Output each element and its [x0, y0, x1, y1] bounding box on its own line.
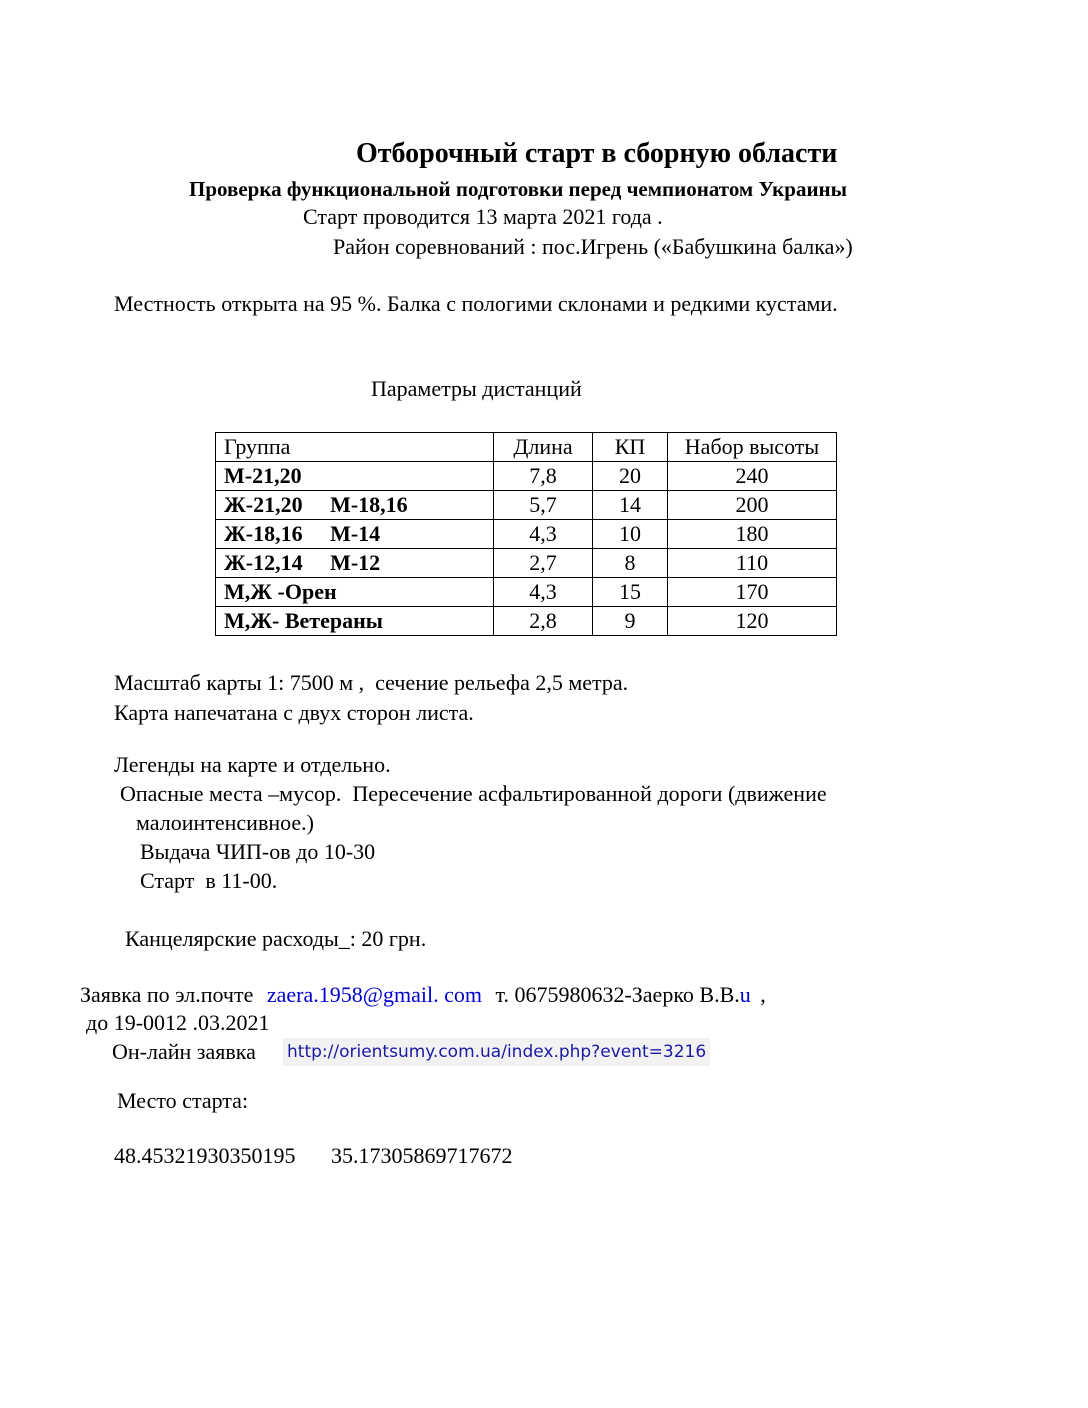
- application-deadline: до 19-0012 .03.2021: [86, 1010, 270, 1035]
- cp-cell: 15: [593, 578, 668, 607]
- length-cell: 4,3: [494, 578, 593, 607]
- group-cell: Ж-12,14 М-12: [216, 549, 494, 578]
- cp-cell: 10: [593, 520, 668, 549]
- climb-cell: 170: [668, 578, 837, 607]
- table-row: [216, 578, 837, 607]
- cp-cell: 14: [593, 491, 668, 520]
- legends-note: Легенды на карте и отдельно.: [114, 752, 391, 777]
- map-scale: Масштаб карты 1: 7500 м , сечение рельефа 2,5 метра.: [114, 670, 629, 695]
- length-cell: 2,8: [494, 607, 593, 636]
- online-application-link[interactable]: http://orientsumy.com.ua/index.php?event=3216: [283, 1038, 710, 1066]
- column-header-cp: КП: [593, 433, 668, 462]
- terrain-description: Местность открыта на 95 %. Балка с пологими склонами и редкими кустами.: [114, 291, 838, 316]
- table-row: [216, 607, 837, 636]
- column-header-group: Группа: [216, 433, 494, 462]
- length-cell: 7,8: [494, 462, 593, 491]
- climb-cell: 120: [668, 607, 837, 636]
- length-cell: 4,3: [494, 520, 593, 549]
- cp-cell: 20: [593, 462, 668, 491]
- fee-underscore: _: [338, 926, 350, 951]
- email-prefix: Заявка по эл.почте: [80, 982, 254, 1007]
- climb-cell: 110: [668, 549, 837, 578]
- table-row: [216, 549, 837, 578]
- climb-cell: 200: [668, 491, 837, 520]
- group-cell: Ж-18,16 М-14: [216, 520, 494, 549]
- fee-label: Канцелярские расходы: [125, 926, 339, 951]
- phone-contact: т. 0675980632-Заерко В.В.: [495, 982, 740, 1007]
- phone-suffix: u: [739, 982, 751, 1007]
- page-title: Отборочный старт в сборную области: [356, 138, 838, 169]
- length-cell: 2,7: [494, 549, 593, 578]
- table-header-row: [216, 433, 837, 462]
- group-cell: М,Ж -Орен: [216, 578, 494, 607]
- group-cell: М-21,20: [216, 462, 494, 491]
- dangers-note-line2: малоинтенсивное.): [136, 810, 314, 835]
- start-place-label: Место старта:: [117, 1088, 249, 1113]
- group-cell: М,Ж- Ветераны: [216, 607, 494, 636]
- area-line: Район соревнований : пос.Игрень («Бабушкина балка»): [333, 234, 853, 259]
- climb-cell: 180: [668, 520, 837, 549]
- start-time-note: Старт в 11-00.: [140, 868, 278, 893]
- fee-line: [125, 926, 426, 952]
- cp-cell: 9: [593, 607, 668, 636]
- chips-note: Выдача ЧИП-ов до 10-30: [140, 839, 376, 864]
- fee-value: : 20 грн.: [349, 926, 427, 951]
- trailing-comma: ,: [760, 982, 766, 1007]
- column-header-climb: Набор высоты: [668, 433, 837, 462]
- distances-table: [215, 432, 837, 636]
- column-header-length: Длина: [494, 433, 593, 462]
- length-cell: 5,7: [494, 491, 593, 520]
- cp-cell: 8: [593, 549, 668, 578]
- distances-caption: Параметры дистанций: [371, 376, 582, 401]
- map-printing: Карта напечатана с двух сторон листа.: [114, 700, 474, 725]
- climb-cell: 240: [668, 462, 837, 491]
- email-link[interactable]: zaera.1958@gmail. com: [266, 982, 482, 1007]
- online-application-label: Он-лайн заявка: [112, 1039, 256, 1064]
- start-latitude: 48.45321930350195: [114, 1143, 296, 1168]
- start-date-line: Старт проводится 13 марта 2021 года .: [303, 204, 663, 229]
- group-cell: Ж-21,20 М-18,16: [216, 491, 494, 520]
- start-place-coordinates: [114, 1143, 513, 1169]
- application-email-line: [80, 982, 766, 1008]
- table-row: [216, 520, 837, 549]
- table-row: [216, 462, 837, 491]
- page-subtitle: Проверка функциональной подготовки перед чемпионатом Украины: [189, 177, 848, 201]
- dangers-note-line1: Опасные места –мусор. Пересечение асфальтированной дороги (движение: [120, 781, 827, 806]
- table-row: [216, 491, 837, 520]
- start-longitude: 35.17305869717672: [331, 1143, 513, 1168]
